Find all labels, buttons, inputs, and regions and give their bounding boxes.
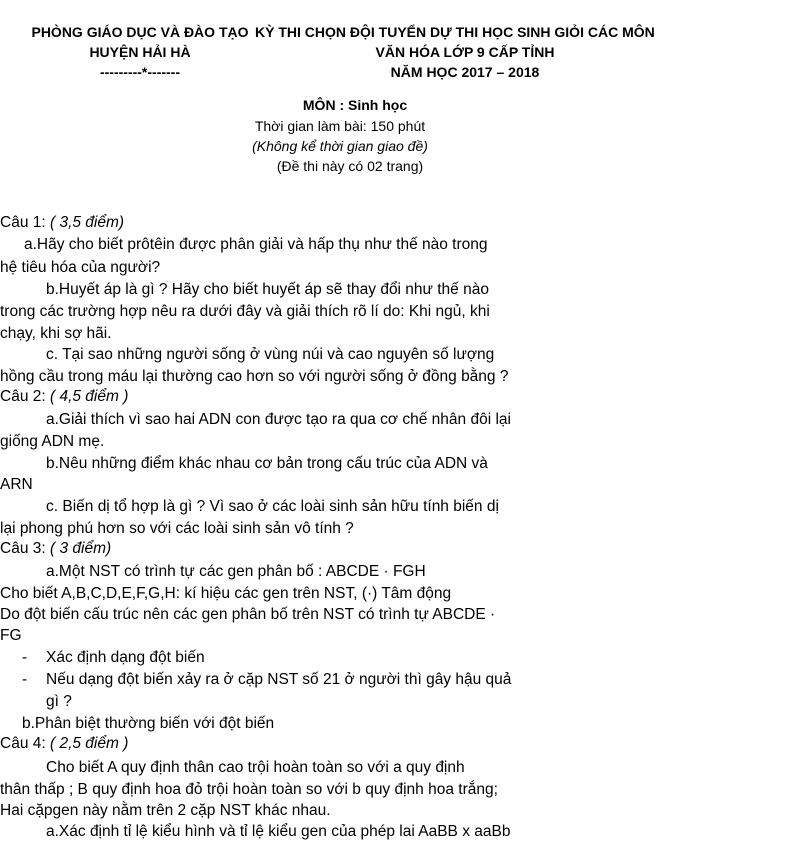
q3-part-a-line-3: Do đột biến cấu trúc nên các gen phân bố trên NST có trình tự ABCDE · — [0, 606, 496, 623]
page-count-note: (Đề thi này có 02 trang) — [276, 158, 424, 174]
q1-part-a-line-2: hệ tiêu hóa của người? — [0, 259, 161, 276]
bullet-mark: - — [22, 649, 28, 666]
q4-line-1: Cho biết A quy định thân cao trội hoàn toàn so với a quy định — [46, 759, 465, 776]
question-label: Câu 2: — [0, 388, 46, 405]
question-4-heading — [0, 735, 128, 753]
question-points: ( 4,5 điểm ) — [49, 388, 129, 405]
q1-part-b-line-2: trong các trường hợp nêu ra dưới đây và giải thích rõ lí do: Khi ngủ, khi — [0, 303, 490, 320]
q3-part-a-line-2: Cho biết A,B,C,D,E,F,G,H: kí hiệu các gen trên NST, (·) Tâm động — [0, 585, 452, 602]
q2-part-a-line-1: a.Giải thích vì sao hai ADN con được tạo ra qua cơ chế nhân đôi lại — [46, 411, 511, 428]
exam-duration: Thời gian làm bài: 150 phút — [254, 118, 426, 134]
q2-part-a-line-2: giống ADN mẹ. — [0, 433, 105, 450]
q2-part-c-line-1: c. Biến dị tổ hợp là gì ? Vì sao ở các loài sinh sản hữu tính biến dị — [46, 498, 499, 515]
exam-title-line-1: KỲ THI CHỌN ĐỘI TUYỂN DỰ THI HỌC SINH GIỎI CÁC MÔN — [255, 24, 655, 40]
authority-line-1: PHÒNG GIÁO DỤC VÀ ĐÀO TẠO — [31, 24, 249, 40]
question-3-heading — [0, 540, 111, 558]
q1-part-a-line-1: a.Hãy cho biết prôtêin được phân giải và hấp thụ như thế nào trong — [24, 236, 488, 253]
q2-part-b-line-2: ARN — [0, 476, 33, 493]
question-points: ( 2,5 điểm ) — [49, 735, 129, 752]
question-points: ( 3,5 điểm) — [49, 214, 125, 231]
exam-title — [255, 22, 800, 82]
exam-title-line-2: VĂN HÓA LỚP 9 CẤP TỈNH — [375, 44, 555, 60]
q1-part-c-line-1: c. Tại sao những người sống ở vùng núi và cao nguyên số lượng — [46, 346, 495, 363]
question-1-heading — [0, 214, 124, 232]
q2-part-b-line-1: b.Nêu những điểm khác nhau cơ bản trong cấu trúc của ADN và — [46, 455, 488, 472]
question-points: ( 3 điểm) — [49, 540, 112, 557]
q3-bullet-2-continued: gì ? — [46, 693, 72, 710]
bullet-mark: - — [22, 671, 28, 688]
q4-line-3: Hai cặpgen này nằm trên 2 cặp NST khác nhau. — [0, 802, 331, 819]
q3-part-a-line-4: FG — [0, 627, 22, 644]
q2-part-c-line-2: lại phong phú hơn so với các loài sinh sản vô tính ? — [0, 520, 354, 537]
question-label: Câu 1: — [0, 214, 46, 231]
q1-part-c-line-2: hồng cầu trong máu lại thường cao hơn so với người sống ở đồng bằng ? — [0, 368, 509, 385]
exam-year: NĂM HỌC 2017 – 2018 — [390, 64, 540, 80]
exam-subject: MÔN : Sinh học — [302, 97, 408, 113]
q3-part-b-line-1: b.Phân biệt thường biến với đột biến — [22, 715, 275, 732]
authority-separator: ---------*------- — [99, 64, 181, 80]
question-label: Câu 3: — [0, 540, 46, 557]
q1-part-b-line-1: b.Huyết áp là gì ? Hãy cho biết huyết áp sẽ thay đổi như thế nào — [46, 281, 489, 298]
q4-part-a-line-1: a.Xác định tỉ lệ kiểu hình và tỉ lệ kiểu gen của phép lai AaBB x aaBb — [46, 823, 511, 840]
issuing-authority — [0, 22, 280, 82]
authority-line-2: HUYỆN HẢI HÀ — [89, 44, 191, 60]
bullet-text: Nếu dạng đột biến xảy ra ở cặp NST số 21 ở người thì gây hậu quả — [46, 671, 512, 688]
exam-note: (Không kể thời gian giao đề) — [252, 138, 428, 154]
question-label: Câu 4: — [0, 735, 46, 752]
q1-part-b-line-3: chạy, khi sợ hãi. — [0, 325, 112, 342]
q3-part-a-line-1: a.Một NST có trình tự các gen phân bố : ABCDE · FGH — [46, 563, 426, 580]
q4-line-2: thân thấp ; B quy định hoa đỏ trội hoàn toàn so với b quy định hoa trắng; — [0, 781, 498, 798]
question-2-heading — [0, 388, 128, 406]
bullet-text: Xác định dạng đột biến — [46, 649, 205, 666]
